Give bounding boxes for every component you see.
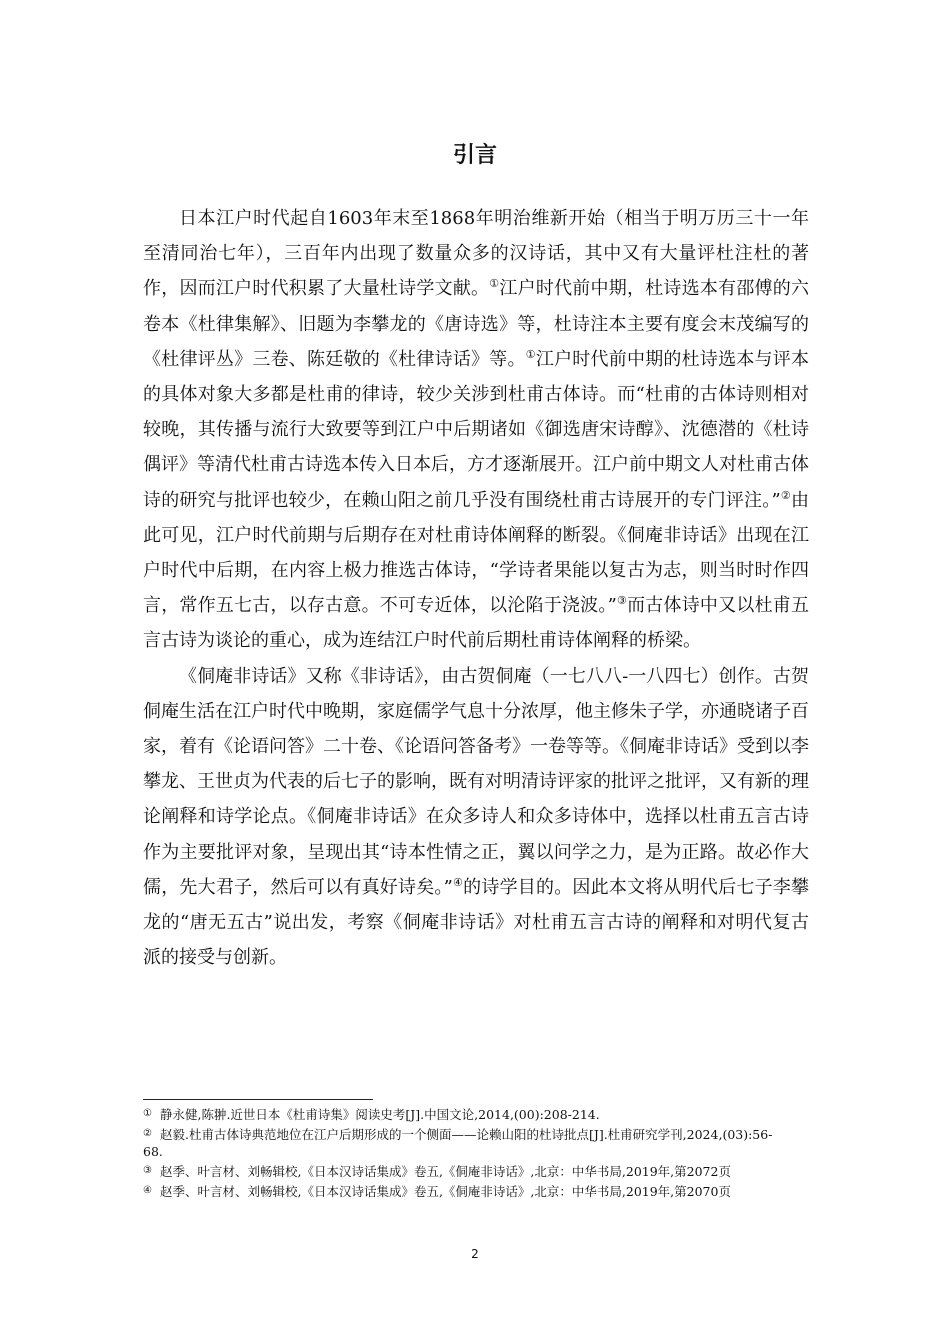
footnote-reference[interactable]: ④	[452, 875, 464, 889]
page-number: 2	[471, 1247, 479, 1261]
paragraph-text: 的诗学目的。因此本文将从明代后七子李攀龙的“唐无五古”说出发，考察《侗庵非诗话》对杜甫五言古诗的阐释和对明代复古派的接受与创新。	[143, 876, 809, 969]
footnote	[143, 1182, 783, 1200]
paragraph-text: 《侗庵非诗话》又称《非诗话》，由古贺侗庵（一七八八-一八四七）创作。古贺侗庵生活在江户时代中晚期，家庭儒学气息十分浓厚，他主修朱子学，亦通晓诸子百家，着有《论语问答》二十卷、《论语问答备考》一卷等等。《侗庵非诗话》受到以李攀龙、王世贞为代表的后七子的影响，既有对明清诗评家的批评之批评，又有新的理论阐释和诗学论点。《侗庵非诗话》在众多诗人和众多诗体中，选择以杜甫五言古诗作为主要批评对象，呈现出其“诗本性情之正，翼以问学之力，是为正路。故必作大儒，先大君子，然后可以有真好诗矣。”	[143, 665, 809, 898]
paragraph-text: 日本江户时代起自1603年末至1868年明治维新开始（相当于明万历三十一年至清同治七年），三百年内出现了数量众多的汉诗话，其中又有大量评杜注杜的著作，因而江户时代积累了大量杜诗学文献。	[143, 208, 809, 300]
footnote-separator	[143, 1099, 373, 1100]
footnotes	[143, 1105, 783, 1202]
paragraph	[143, 659, 809, 976]
footnote-reference[interactable]: ②	[780, 488, 791, 502]
paragraph-text: 江户时代前中期的杜诗选本与评本的具体对象大多都是杜甫的律诗，较少关涉到杜甫古体诗。而“杜甫的古体诗则相对较晚，其传播与流行大致要等到江户中后期诸如《御选唐宋诗醇》、沈德潜的《杜诗偶评》等清代杜甫古诗选本传入日本后，方才逐渐展开。江户前中期文人对杜甫古体诗的研究与批评也较少，在赖山阳之前几乎没有围绕杜甫古诗展开的专门评注。”	[143, 348, 810, 511]
footnote-text: 静永健,陈翀.近世日本《杜甫诗集》阅读史考[J].中国文论,2014,(00):208-214.	[159, 1107, 600, 1122]
footnote-reference[interactable]: ③	[616, 594, 628, 608]
body-text	[143, 201, 809, 975]
paragraph	[143, 201, 809, 659]
footnote-mark: ③	[143, 1165, 152, 1176]
footnote-text: 赵季、叶言材、刘畅辑校,《日本汉诗话集成》卷五,《侗庵非诗话》,北京：中华书局,2019年,第2072页	[159, 1164, 731, 1179]
footnote-reference[interactable]: ①	[489, 277, 500, 291]
page-title: 引言	[452, 143, 497, 168]
paragraph-text: 由此可见，江户时代前期与后期存在对杜甫诗体阐释的断裂。《侗庵非诗话》出现在江户时代中后期，在内容上极力推选古体诗，“学诗者果能以复古为志，则当时时作四言，常作五七古，以存古意。不可专近体，以沦陷于浇波。”	[143, 489, 809, 617]
footnote	[143, 1105, 783, 1123]
footnote-text: 赵毅.杜甫古体诗典范地位在江户后期形成的一个侧面——论赖山阳的杜诗批点[J].杜甫研究学刊,2024,(03):56-68.	[143, 1127, 773, 1159]
paragraph-text: 而古体诗中又以杜甫五言古诗为谈论的重心，成为连结江户时代前后期杜甫诗体阐释的桥梁。	[143, 595, 810, 652]
footnote	[143, 1162, 783, 1180]
footnote-mark: ②	[143, 1128, 152, 1139]
footnote-text: 赵季、叶言材、刘畅辑校,《日本汉诗话集成》卷五,《侗庵非诗话》,北京：中华书局,2019年,第2070页	[159, 1184, 731, 1199]
footnote-reference[interactable]: ①	[525, 347, 536, 361]
paragraph-text: 江户时代前中期，杜诗选本有邵傅的六卷本《杜律集解》、旧题为李攀龙的《唐诗选》等，杜诗注本主要有度会末茂编写的《杜律评丛》三卷、陈廷敬的《杜律诗话》等。	[143, 278, 809, 370]
footnote-mark: ①	[143, 1108, 152, 1119]
footnote	[143, 1125, 783, 1160]
footnote-mark: ④	[143, 1185, 152, 1196]
